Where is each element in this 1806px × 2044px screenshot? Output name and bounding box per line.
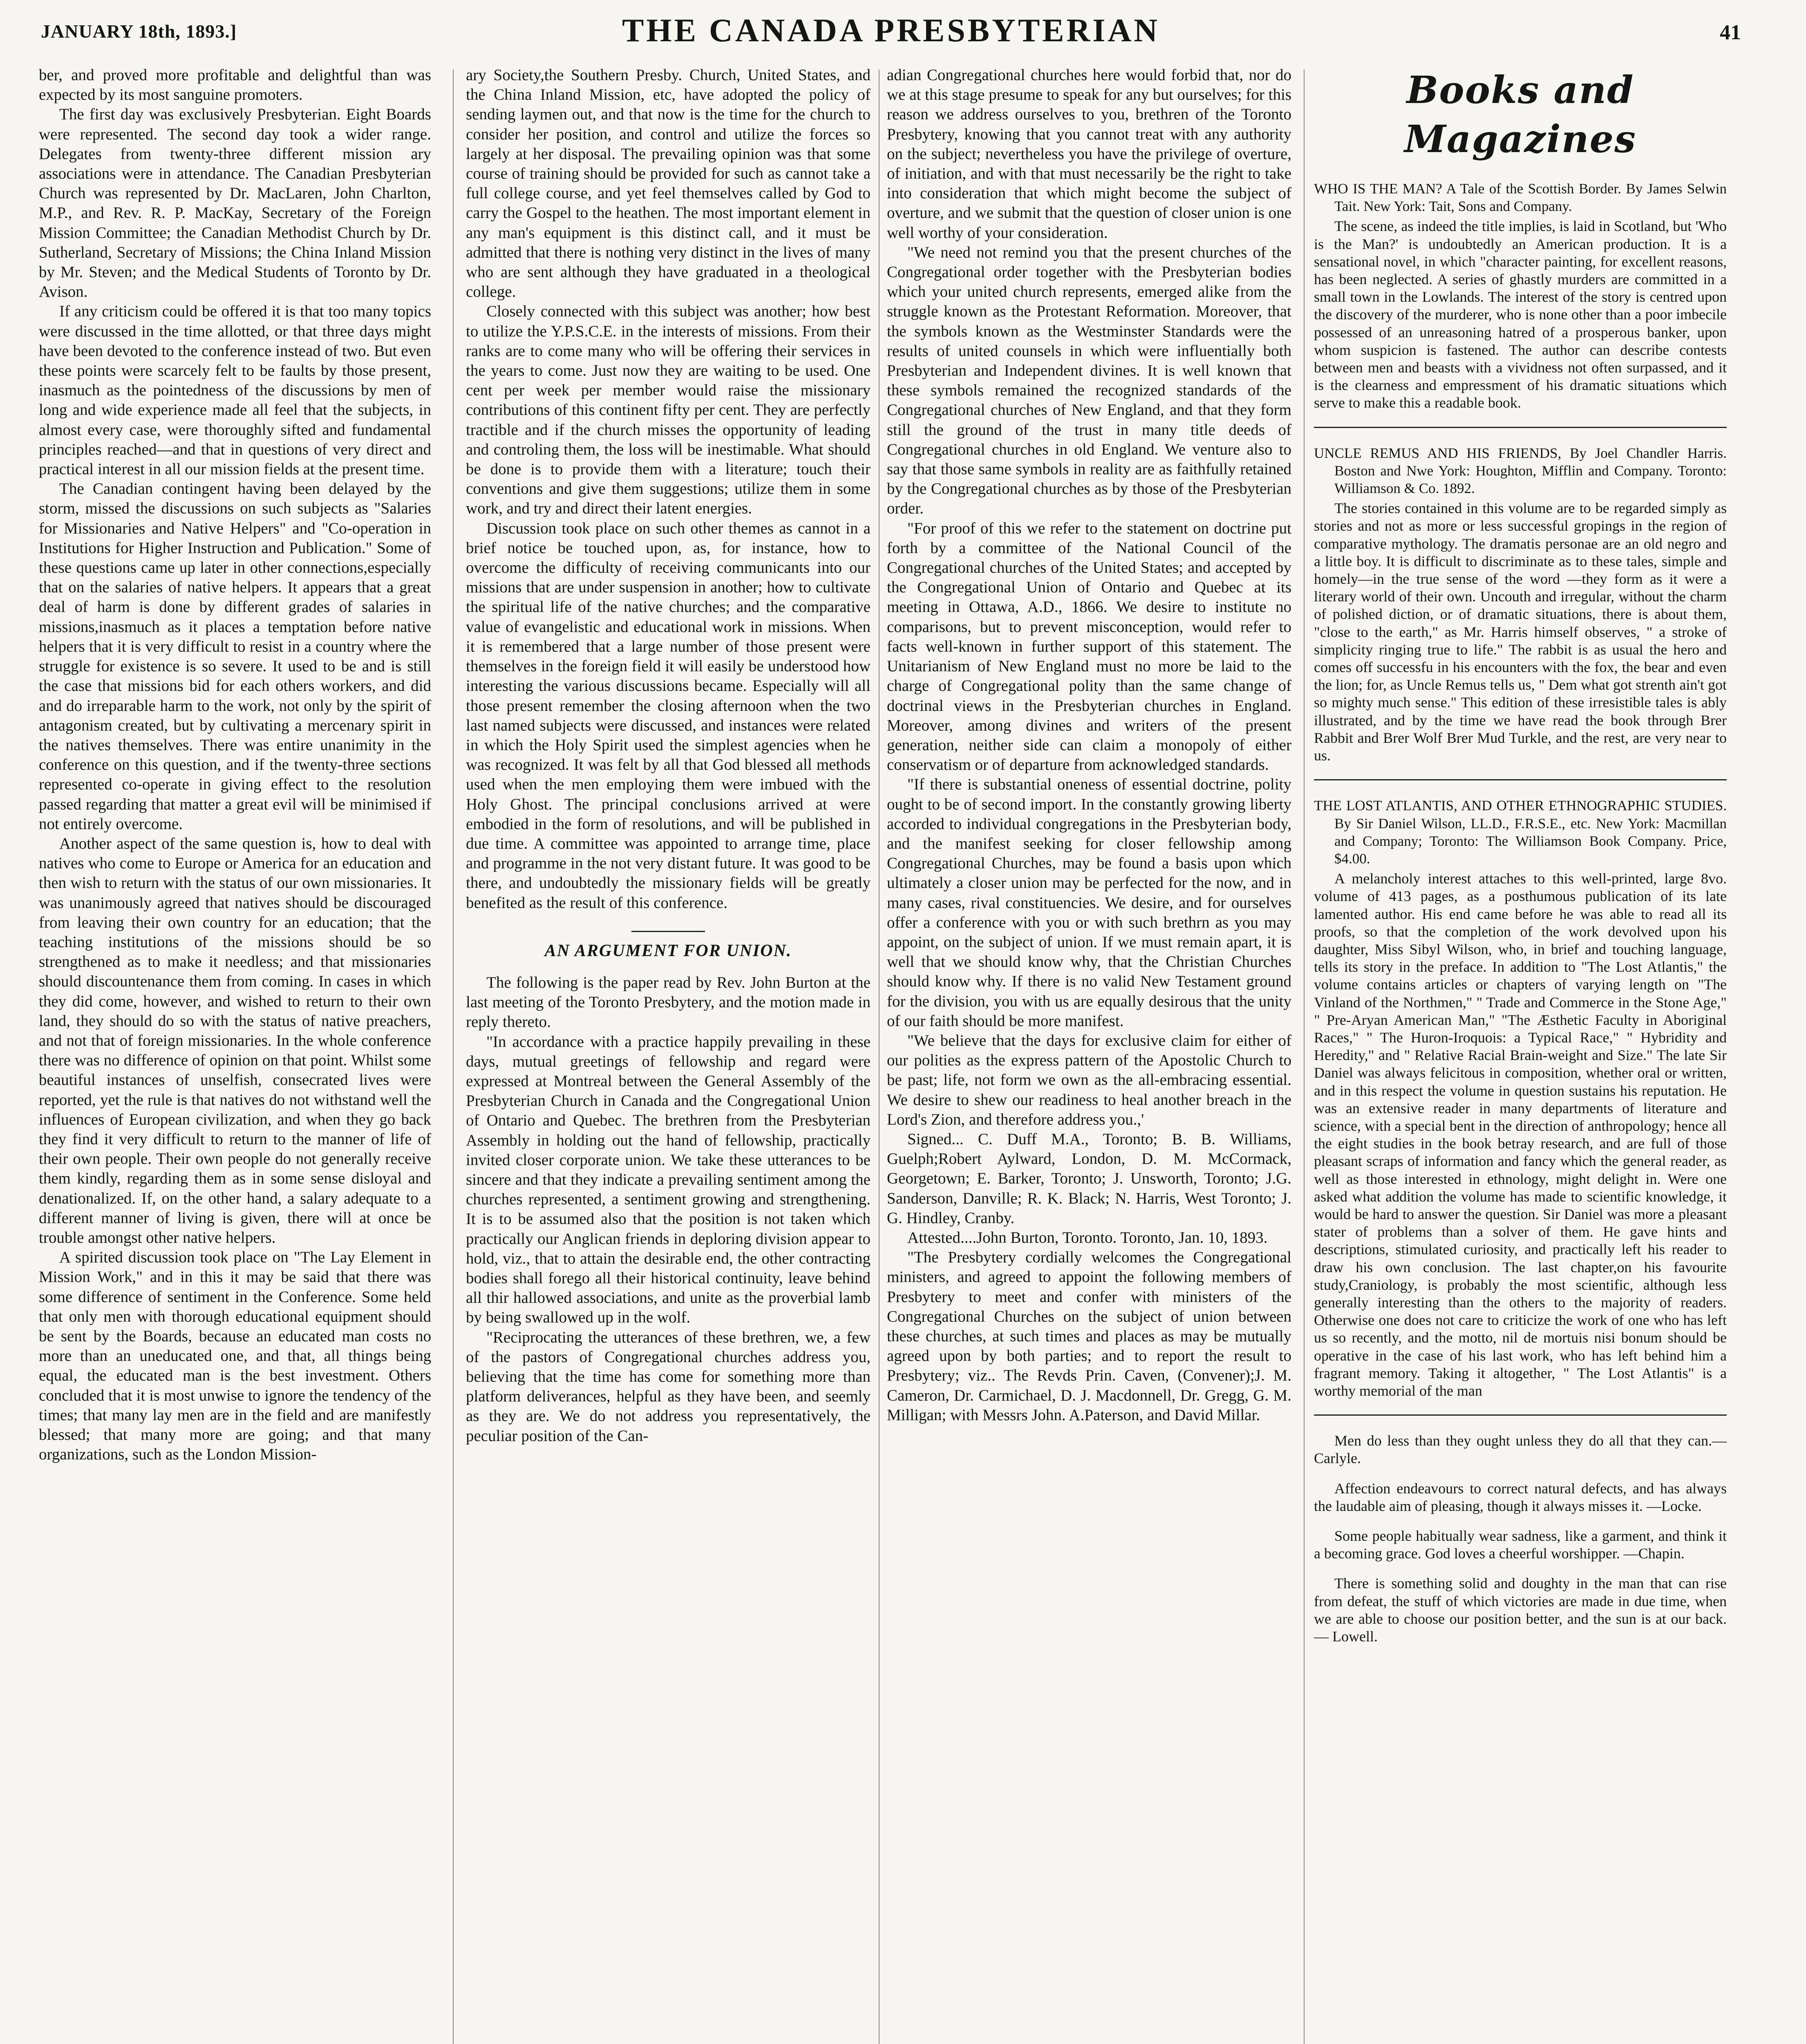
review-title: WHO IS THE MAN? A Tale of the Scottish Border. By James Selwin Tait. New York: Tait, Sons and Company.: [1314, 181, 1727, 215]
paragraph: Closely connected with this subject was another; how best to utilize the Y.P.S.C.E. in the interests of missions. From their ranks are to come many who will be offering their services in the years to come. Just now they are waiting to be used. One cent per week per member would raise the missionary contributions of this continent fifty per cent. They are perfectly tractible and if the church misses the opportunity of leading and controling them, the loss will be inestimable. What should be done is to provide them with a literature; touch their conventions and give them suggestions; utilize them in some work, and try and direct their latent energies.: [466, 303, 871, 518]
paragraph: "Reciprocating the utterances of these brethren, we, a few of the pastors of Congregational churches address you, believing that the time has come for something more than platform deliverances, helpful as they have been, and seemly as they are. We do not address you representatively, the peculiar position of the Can-: [466, 1328, 871, 1445]
section-divider: [631, 931, 705, 932]
paragraph: adian Congregational churches here would forbid that, nor do we at this stage presume to speak for any but ourselves; for this reason we address ourselves to you, brethren of the Toronto Presbytery, knowing that you cannot treat with any authority on the subject; nevertheless you have the privilege of overture, of initiation, and with that must necessarily be the right to take into consideration that which might become the subject of overture, and we submit that the question of closer union is one well worthy of your consideration.: [887, 66, 1291, 242]
paragraph: ber, and proved more profitable and delightful than was expected by its most sanguine promoters.: [39, 66, 431, 104]
paragraph: The first day was exclusively Presbyterian. Eight Boards were represented. The second day took a wider range. Delegates from twenty-three different mission ary associations were in attendance. The Canadian Presbyterian Church was represented by Dr. MacLaren, John Charlton, M.P., and Rev. R. P. MacKay, Secretary of the Foreign Mission Committee; the Canadian Methodist Church by Dr. Sutherland, Secretary of Missions; the China Inland Mission by Mr. Steven; and the Medical Students of Toronto by Dr. Avison.: [39, 105, 431, 301]
quote: Men do less than they ought unless they do all that they can.—Carlyle.: [1314, 1432, 1727, 1467]
review-divider: [1314, 779, 1727, 780]
paragraph: "We need not remind you that the present churches of the Congregational order together with the Presbyterian bodies which your united church represents, emerged alike from the struggle known as the Protestant Reformation. Moreover, that the symbols known as the Westminster Standards were the results of united counsels in which were influentially both Presbyterian and Independent divines. It is well known that these symbols remained the recognized standards of the Congregational churches of New England, and that they form still the ground of the trust in many title deeds of Congregational churches in old England. We venture also to say that those same symbols in reality are as faithfully retained by the Congregational churches as by those of the Presbyterian order.: [887, 243, 1291, 518]
paragraph: Discussion took place on such other themes as cannot in a brief notice be touched upon, as, for instance, how to overcome the difficulty of receiving communicants into our missions that are under suspension in another; how to cultivate the spiritual life of the native churches; and the comparative value of evangelistic and educational work in missions. When it is remembered that a large number of those present were themselves in the foreign field it will easily be understood how interesting the various discussions became. Especially will all those present remember the closing afternoon when the two last named subjects were discussed, and instances were related in which the Holy Spirit used the simplest agencies when he was recognized. It was felt by all that God blessed all methods used when the men employing them were imbued with the Holy Ghost. The principal conclusions arrived at were embodied in the form of resolutions, and will be published in due time. A committee was appointed to arrange time, place and programme in the not very distant future. It was good to be there, and undoubtedly the missionary fields will be greatly benefited as the result of this conference.: [466, 519, 871, 912]
column-rule: [1304, 69, 1305, 2044]
page-number: 41: [1720, 21, 1741, 44]
paragraph: "We believe that the days for exclusive claim for either of our polities as the express pattern of the Apostolic Church to be past; life, not form we own as the all-embracing essential. We desire to shew our readiness to heal another breach in the Lord's Zion, and therefore address you.,': [887, 1031, 1291, 1128]
paragraph: A spirited discussion took place on "The Lay Element in Mission Work," and in this it may be said that there was some difference of sentiment in the Conference. Some held that only men with thorough educational equipment should be sent by the Boards, because an educated man costs no more than an uneducated one, and that, all things being equal, the educated man is the best investment. Others concluded that it is most unwise to ignore the tendency of the times; that many lay men are in the field and are manifestly blessed; that many more are going; and that many organizations, such as the London Mission-: [39, 1248, 431, 1464]
article-column-1: [39, 65, 431, 2044]
books-column: [1314, 65, 1727, 2044]
review-title: UNCLE REMUS AND HIS FRIENDS, By Joel Chandler Harris. Boston and Nwe York: Houghton, Mifflin and Company. Toronto: Williamson & Co. 1892.: [1314, 445, 1727, 497]
paragraph: The Canadian contingent having been delayed by the storm, missed the discussions on such subjects as "Salaries for Missionaries and Native Helpers" and "Co-operation in Institutions for Higher Instruction and Publication." Some of these questions came up later in other connections,especially that on the salaries of native helpers. It appears that a great deal of harm is done by different grades of salaries in missions,inasmuch as it places a temptation before native helpers that it is very difficult to resist in a country where the struggle for existence is so severe. It used to be and is still the case that missions bid for each others workers, and did and do irreparable harm to the work, not only by the spirit of antagonism created, but by cultivating a mercenary spirit in the natives themselves. There was entire unanimity in the conference on this question, and if the twenty-three sections represented co-operate in giving effect to the resolution passed regarding that matter a great evil will be minimised if not entirely overcome.: [39, 480, 431, 833]
paragraph: "In accordance with a practice happily prevailing in these days, mutual greetings of fellowship and regard were expressed at Montreal between the General Assembly of the Presbyterian Church in Canada and the Congregational Union of Ontario and Quebec. The brethren from the Presbyterian Assembly in holding out the hand of fellowship, practically invited closer corporate union. We take these utterances to be sincere and that they indicate a prevailing sentiment among the churches represented, a sentiment growing and strengthening. It is to be assumed also that the position is not taken which practically our Anglican friends in deploring division appear to hold, viz., that to attain the desirable end, the other contracting bodies shall forego all their historical continuity, leave behind all thir hallowed associations, and unite as the proverbial lamb by being swallowed up in the wolf.: [466, 1033, 871, 1327]
paragraph: "If there is substantial oneness of essential doctrine, polity ought to be of second import. In the constantly growing liberty accorded to individual congregations in the Presbyterian body, and the manifest seeking for closer fellowship among Congregational Churches, may be found a basis upon which ultimately a closer union may be perfected for the now, and in many cases, rival constituencies. We desire, and for ourselves offer a conference with you or with such brethrn as you may appoint, on the subject of union. If we must remain apart, it is well that we should know why, that the Christian Churches should know why. If there is no valid New Testament ground for the division, you with us are equally desirous that the unity of our faith should be more manifest.: [887, 775, 1291, 1030]
paragraph: ary Society,the Southern Presby. Church, United States, and the China Inland Mission, etc, have adopted the policy of sending laymen out, and that now is the time for the church to consider her position, and control and utilize the forces so largely at her disposal. The prevailing opinion was that some course of training should be provided for such as cannot take a full college course, and yet feel themselves called by God to carry the Gospel to the heathen. The most important element in any man's equipment is this distinct call, and it must be admitted that there is nothing very distinct in the lives of many who are sent although they have graduated in a theological college.: [466, 66, 871, 301]
masthead: [41, 12, 1741, 61]
column-rule: [879, 69, 880, 2044]
paragraph: Another aspect of the same question is, how to deal with natives who come to Europe or America for an education and then wish to return with the status of our own missionaries. It was unanimously agreed that natives should be discouraged from leaving their own country for an education; that the teaching institutions of the missions should be so strengthened as to make it needless; and that missionaries should discountenance them from coming. In cases in which they did come, however, and wished to return to their own land, they should do so with the status of native preachers, and not that of foreign missionaries. In the whole conference there was no difference of opinion on that point. Whilst some beautiful instances of unselfish, consecrated lives were reported, yet the rule is that natives do not withstand well the influences of European civilization, and when they go back they find it very difficult to return to the manner of life of their own people. Their own people do not generally receive them kindly, regarding them as in some sense disloyal and denationalized. If, on the other hand, a salary adequate to a different manner of living is given, there will at once be trouble amongst other native helpers.: [39, 834, 431, 1246]
review-title: THE LOST ATLANTIS, AND OTHER ETHNOGRAPHIC STUDIES. By Sir Daniel Wilson, LL.D., F.R.S.E., etc. New York: Macmillan and Company; Toronto: The Williamson Book Company. Price, $4.00.: [1314, 798, 1727, 867]
section-title: AN ARGUMENT FOR UNION.: [544, 941, 792, 960]
books-heading: Books and Magazines: [1404, 68, 1636, 161]
article-column-2: [466, 65, 871, 2044]
review-body: The stories contained in this volume are to be regarded simply as stories and not as more or less successful gropings in the region of comparative mythology. The dramatis personae are an old negro and a little boy. It is difficult to discriminate as to these tales, simple and homely—in the true sense of the word —they form as it were a literary world of their own. Uncouth and irregular, without the charm of polished diction, or of dramatic situations, there is about them, "close to the earth," as Mr. Harris himself observes, " a stroke of simplicity ringing true to life." The rabbit is as usual the hero and comes off successfu in his encounters with the fox, the bear and even the lion; for, as Uncle Remus tells us, " Dem what got strenth ain't got so mighty much sense." This edition of these irresistible tales is ably illustrated, and by the time we have read the book through Brer Rabbit and Brer Wolf Brer Mud Turkle, and the rest, are very near to us.: [1314, 500, 1727, 764]
quote: Some people habitually wear sadness, like a garment, and think it a becoming grace. God loves a cheerful worshipper. —Chapin.: [1314, 1528, 1727, 1562]
review-body: A melancholy interest attaches to this well-printed, large 8vo. volume of 413 pages, as a posthumous publication of its late lamented author. His end came before he was able to read all its proofs, so that the completion of the work devolved upon his daughter, Miss Sibyl Wilson, who, in brief and touching language, tells its story in the preface. In addition to "The Lost Atlantis," the volume contains articles or chapters of varying length on "The Vinland of the Northmen," " Trade and Commerce in the Stone Age," " Pre-Aryan American Man," "The Æsthetic Faculty in Aboriginal Races," " The Huron-Iroquois: a Typical Race," " Hybridity and Heredity," and " Relative Racial Brain-weight and Size." The late Sir Daniel was always felicitous in composition, whether oral or written, and in this respect the volume in question sustains his reputation. He was an extensive reader in many departments of literature and science, with a special bent in the direction of anthropology; hence all the eight studies in the book betray research, and are full of those pleasant scraps of information and fancy which the general reader, as well as those interested in ethnology, might delight in. Were one asked what addition the volume has made to scientific knowledge, it would be hard to answer the question. Sir Daniel was more a pleasant stater of problems than a solver of them. He gave hints and descriptions, stimulated curiosity, and practically left his reader to draw his own conclusion. The last chapter,on his favourite study,Craniology, is probably the most scientific, although less generally interesting than the others to the majority of readers. Otherwise one does not care to criticize the work of one who has left us so recently, and the motto, nil de mortuis nisi bonum should be operative in the case of his last work, who has left behind him a fragrant memory. Taking it altogether, " The Lost Atlantis" is a worthy memorial of the man: [1314, 870, 1727, 1399]
article-column-3: [887, 65, 1291, 2044]
column-rule: [453, 69, 454, 2044]
review-divider: [1314, 1414, 1727, 1416]
quote: There is something solid and doughty in the man that can rise from defeat, the stuff of which victories are made in due time, when we are able to choose our position better, and the sun is at our back.— Lowell.: [1314, 1575, 1727, 1645]
paragraph: "For proof of this we refer to the statement on doctrine put forth by a committee of the National Council of the Congregational churches of the United States; and accepted by the Congregational Union of Ontario and Quebec at its meeting in Ottawa, A.D., 1866. We desire to institute no comparisons, but to prevent misconception, would refer to facts well-known in further support of this statement. The Unitarianism of New England must no more be laid to the charge of Congregational polity than the same change of doctrinal views in the Presbyterian churches in England. Moreover, among divines and writers of the present generation, neither side can claim a monopoly of either conservatism or of departure from acknowledged standards.: [887, 519, 1291, 774]
paragraph: If any criticism could be offered it is that too many topics were discussed in the time allotted, or that three days might have been devoted to the conference instead of two. But even these points were scarcely felt to be faults by those present, inasmuch as the pointedness of the discussions by men of long and wide experience made all feel that the subjects, in almost every case, were thoroughly sifted and fundamental principles reached—and that in questions of very direct and practical interest in all our mission fields at the present time.: [39, 303, 431, 478]
newspaper-title: THE CANADA PRESBYTERIAN: [622, 13, 1160, 49]
paragraph: "The Presbytery cordially welcomes the Congregational ministers, and agreed to appoint the following members of Presbytery to meet and confer with ministers of the Congregational Churches on the subject of union between these churches, at such times and places as may be mutually agreed upon by both parties; and to report the result to Presbytery; viz.. The Revds Prin. Caven, (Convener);J. M. Cameron, Dr. Carmichael, D. J. Macdonnell, Dr. Gregg, G. M. Milligan; with Messrs John. A.Paterson, and David Millar.: [887, 1248, 1291, 1424]
issue-date: JANUARY 18th, 1893.]: [41, 21, 237, 42]
paragraph: The following is the paper read by Rev. John Burton at the last meeting of the Toronto Presbytery, and the motion made in reply thereto.: [466, 973, 871, 1031]
paragraph: Signed... C. Duff M.A., Toronto; B. B. Williams, Guelph;Robert Aylward, London, D. M. McCormack, Georgetown; E. Barker, Toronto; J. Unsworth, Toronto; J.G. Sanderson, Danville; R. K. Black; N. Harris, West Toronto; J. G. Hindley, Cranby.: [887, 1130, 1291, 1227]
review-divider: [1314, 427, 1727, 428]
paragraph: Attested....John Burton, Toronto. Toronto, Jan. 10, 1893.: [907, 1228, 1268, 1246]
review-body: The scene, as indeed the title implies, is laid in Scotland, but 'Who is the Man?' is undoubtedly an American production. It is a sensational novel, in which "character painting, for excellent reasons, has been neglected. A series of ghastly murders are committed in a small town in the Lowlands. The interest of the story is centred upon the discovery of the murderer, who is none other than a poor imbecile possessed of an unreasoning hatred of a prosperous banker, upon whom suspicion is fastened. The author can describe contests between men and beasts with a vividness not often surpassed, and it is the clearness and empressment of his dramatic situations which serve to make this a readable book.: [1314, 218, 1727, 411]
quote: Affection endeavours to correct natural defects, and has always the laudable aim of pleasing, though it always misses it. —Locke.: [1314, 1480, 1727, 1514]
quotes-block: [1314, 1432, 1727, 1645]
